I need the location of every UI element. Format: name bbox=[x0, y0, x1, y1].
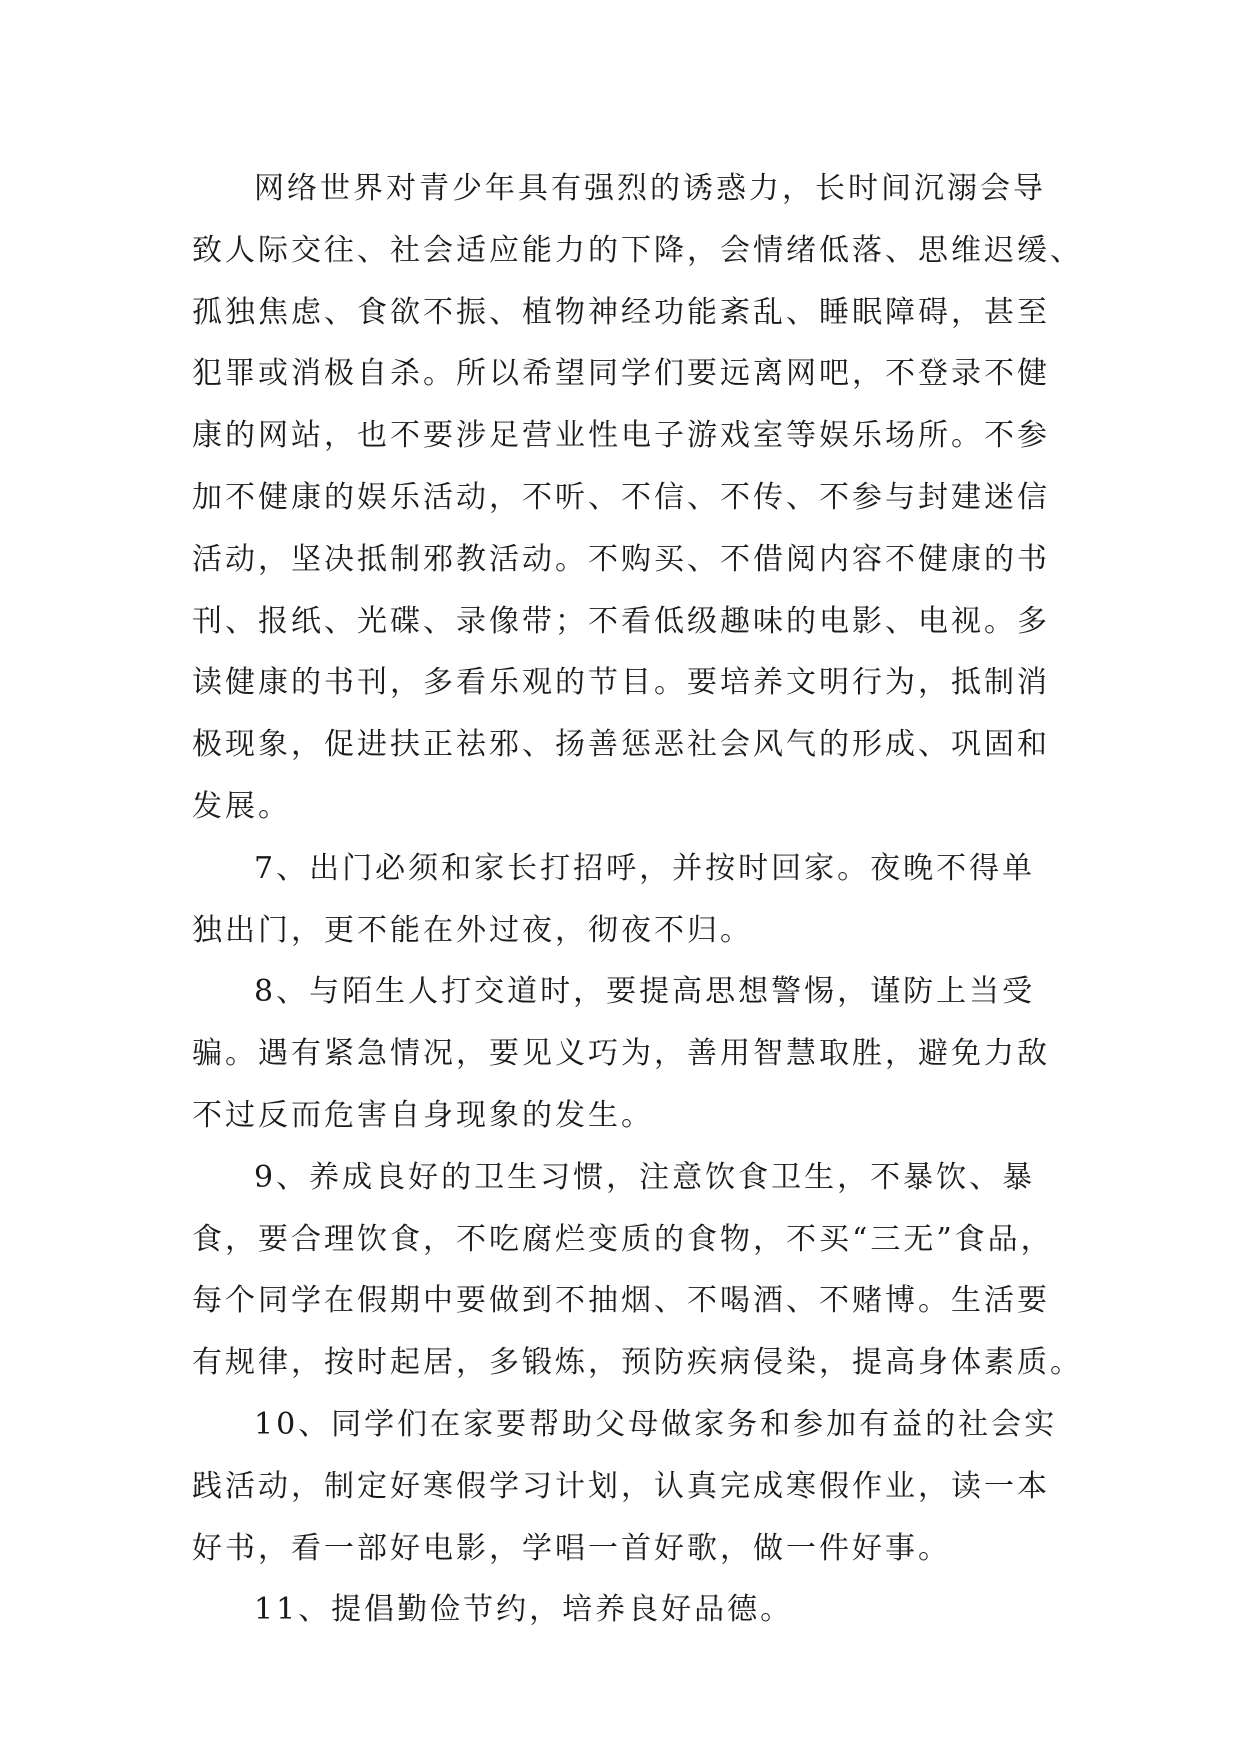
paragraph-item-9 bbox=[192, 1147, 1083, 1394]
text-line: 8、与陌生人打交道时，要提高思想警惕，谨防上当受 bbox=[254, 974, 1036, 1010]
text-line: 活动，坚决抵制邪教活动。不购买、不借阅内容不健康的书 bbox=[192, 541, 1050, 577]
text-line: 发展。 bbox=[192, 788, 291, 824]
text-line: 好书，看一部好电影，学唱一首好歌，做一件好事。 bbox=[192, 1530, 951, 1566]
text-line: 独出门，更不能在外过夜，彻夜不归。 bbox=[192, 912, 753, 948]
text-line: 致人际交往、社会适应能力的下降，会情绪低落、思维迟缓、 bbox=[192, 232, 1083, 268]
paragraph-internet-safety bbox=[192, 158, 1083, 838]
text-line: 7、出门必须和家长打招呼，并按时回家。夜晚不得单 bbox=[254, 850, 1036, 886]
paragraph-item-7 bbox=[192, 838, 1072, 962]
text-line: 践活动，制定好寒假学习计划，认真完成寒假作业，读一本 bbox=[192, 1468, 1050, 1504]
text-line: 网络世界对青少年具有强烈的诱惑力，长时间沉溺会导 bbox=[254, 171, 1046, 206]
document-body bbox=[192, 158, 1083, 1641]
text-line: 孤独焦虑、食欲不振、植物神经功能紊乱、睡眠障碍，甚至 bbox=[192, 294, 1050, 330]
text-line: 有规律，按时起居，多锻炼，预防疾病侵染，提高身体素质。 bbox=[192, 1345, 1083, 1381]
text-line: 康的网站，也不要涉足营业性电子游戏室等娱乐场所。不参 bbox=[192, 418, 1050, 454]
text-line: 极现象，促进扶正祛邪、扬善惩恶社会风气的形成、巩固和 bbox=[192, 727, 1050, 763]
text-line: 骗。遇有紧急情况，要见义巧为，善用智慧取胜，避免力敌 bbox=[192, 1036, 1050, 1072]
text-line: 11、提倡勤俭节约，培养良好品德。 bbox=[254, 1592, 794, 1628]
text-line: 犯罪或消极自杀。所以希望同学们要远离网吧，不登录不健 bbox=[192, 356, 1050, 392]
text-line: 9、养成良好的卫生习惯，注意饮食卫生，不暴饮、暴 bbox=[254, 1159, 1036, 1195]
text-line: 每个同学在假期中要做到不抽烟、不喝酒、不赌博。生活要 bbox=[192, 1283, 1050, 1319]
paragraph-item-11 bbox=[192, 1579, 1072, 1641]
text-line: 读健康的书刊，多看乐观的节目。要培养文明行为，抵制消 bbox=[192, 665, 1050, 701]
text-line: 10、同学们在家要帮助父母做家务和参加有益的社会实 bbox=[254, 1406, 1058, 1442]
text-line: 刊、报纸、光碟、录像带；不看低级趣味的电影、电视。多 bbox=[192, 603, 1050, 639]
paragraph-item-8 bbox=[192, 961, 1072, 1146]
paragraph-item-10 bbox=[192, 1394, 1072, 1579]
text-line: 食，要合理饮食，不吃腐烂变质的食物，不买“三无”食品， bbox=[192, 1221, 1054, 1257]
text-line: 不过反而危害自身现象的发生。 bbox=[192, 1097, 654, 1133]
text-line: 加不健康的娱乐活动，不听、不信、不传、不参与封建迷信 bbox=[192, 479, 1050, 515]
